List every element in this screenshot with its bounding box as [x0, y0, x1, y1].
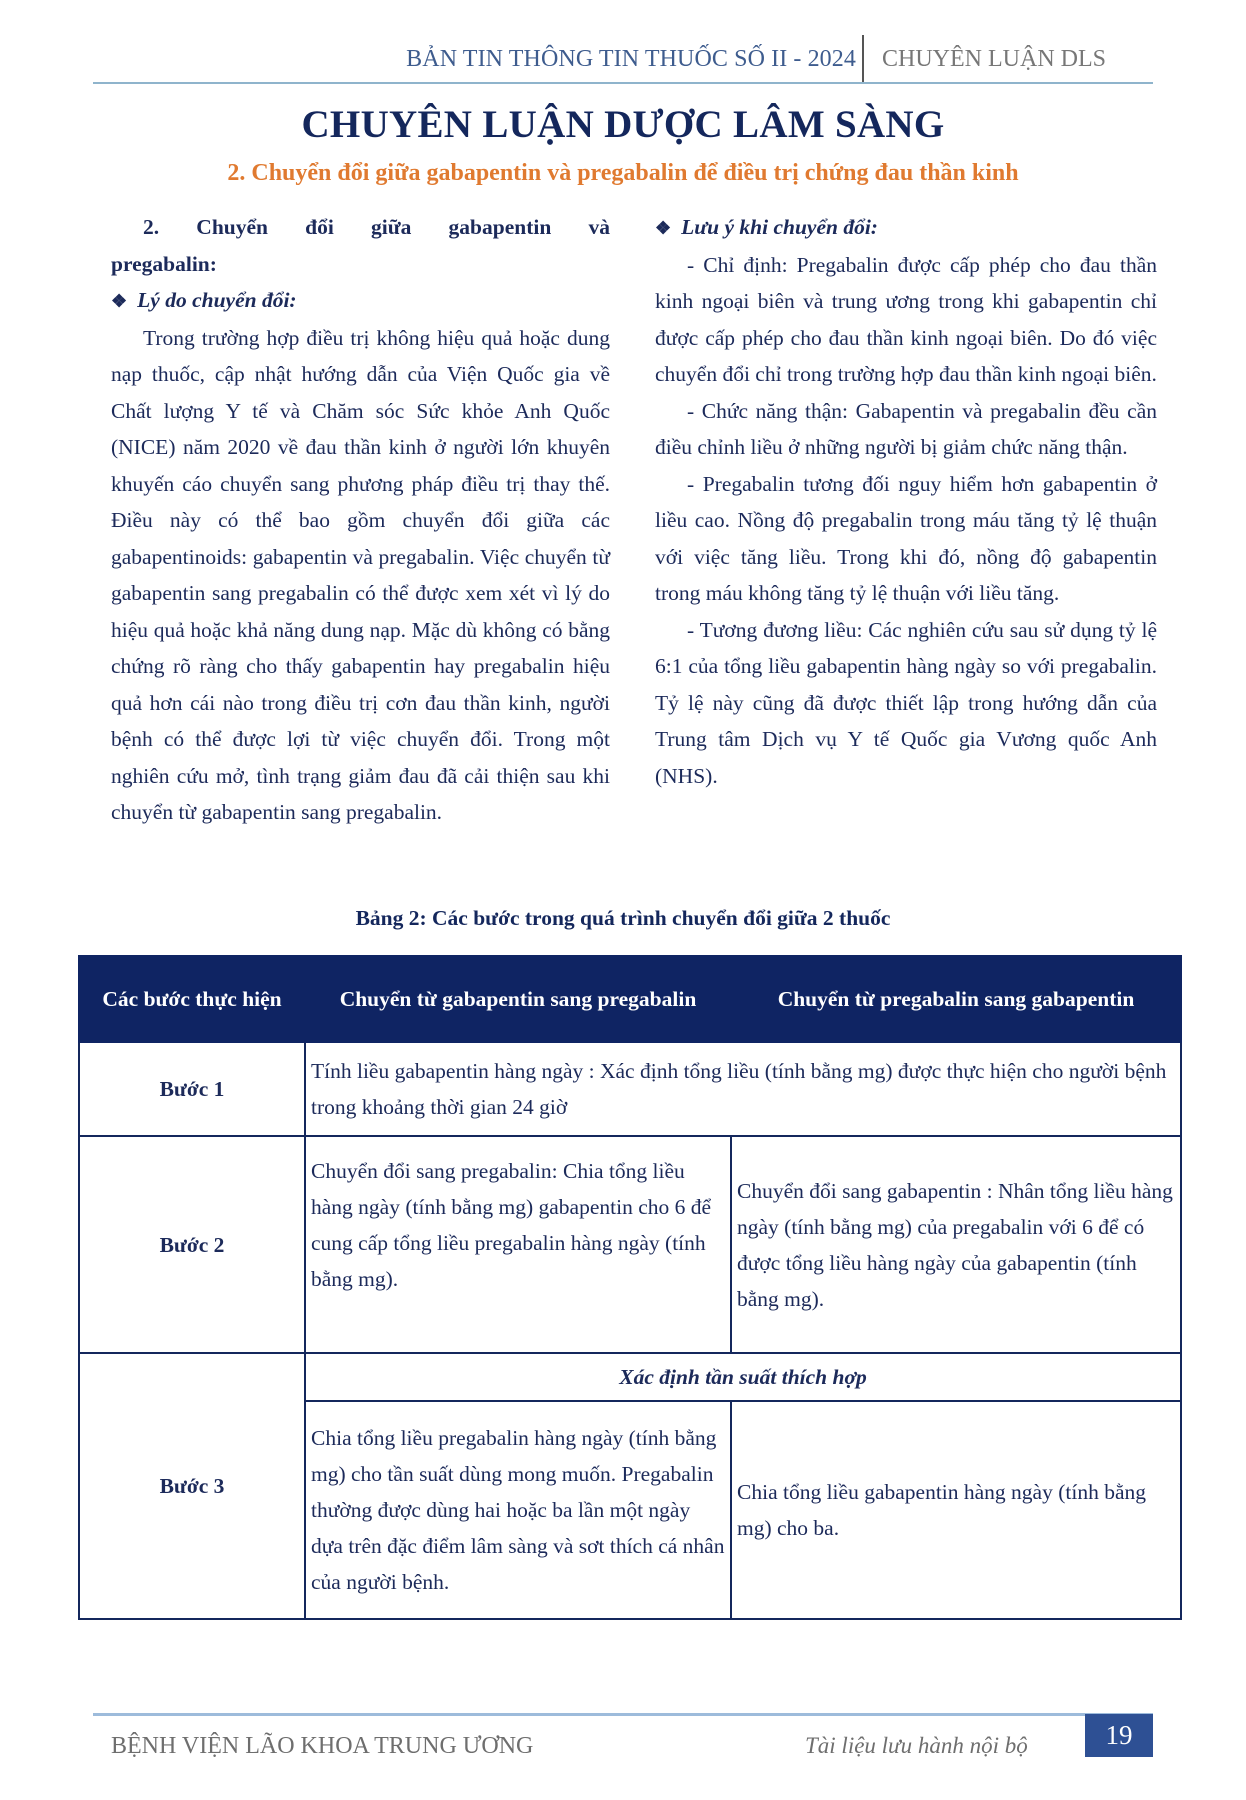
table-row: [79, 1353, 1181, 1401]
table-header-row: [79, 956, 1181, 1042]
note-indication: - Chỉ định: Pregabalin được cấp phép cho đau thần kinh ngoại biên và trung ương trong khi gabapentin chỉ được cấp phép cho đau thần kinh ngoại biên. Do đó việc chuyển đổi chỉ trong trường hợp đau thần kinh ngoại biên.: [655, 252, 1157, 386]
page-title: CHUYÊN LUẬN DƯỢC LÂM SÀNG: [301, 103, 945, 146]
section-heading-line2: pregabalin:: [111, 251, 217, 276]
step3-gaba-to-pregab: Chia tổng liều pregabalin hàng ngày (tính bằng mg) cho tần suất dùng mong muốn. Pregabalin thường được dùng hai hoặc ba lần một ngày dựa trên đặc điểm lâm sàng và sơt thích cá nhân của người bệnh.: [305, 1401, 731, 1619]
footer-rule: [93, 1713, 1153, 1716]
step3-subheader: Xác định tần suất thích hợp: [305, 1353, 1181, 1401]
diamond-bullet-icon: ❖: [111, 291, 128, 311]
table-row: [79, 1042, 1181, 1136]
left-column: [111, 209, 610, 831]
right-column: [655, 209, 1157, 794]
step3-pregab-to-gaba: Chia tổng liều gabapentin hàng ngày (tính bằng mg) cho ba.: [731, 1401, 1181, 1619]
reason-subheading-text: Lý do chuyển đổi:: [137, 288, 297, 312]
internal-document-note: Tài liệu lưu hành nội bộ: [805, 1733, 1028, 1758]
reason-paragraph: Trong trường hợp điều trị không hiệu quả hoặc dung nạp thuốc, cập nhật hướng dẫn của Viện Quốc gia về Chất lượng Y tế và Chăm sóc Sức khỏe Anh Quốc (NICE) năm 2020 về đau thần kinh ở người lớn khuyên khuyến cáo chuyển sang phương pháp điều trị thay thế. Điều này có thể bao gồm chuyển đổi giữa các gabapentinoids: gabapentin và pregabalin. Việc chuyển từ gabapentin sang pregabalin có thể được xem xét vì lý do hiệu quả hoặc khả năng dung nạp. Mặc dù không có bằng chứng rõ ràng cho thấy gabapentin hay pregabalin hiệu quả hơn cái nào trong điều trị cơn đau thần kinh, người bệnh có thể được lợi từ việc chuyển đổi. Trong một nghiên cứu mở, tình trạng giảm đau đã cải thiện sau khi chuyển từ gabapentin sang pregabalin.: [111, 325, 610, 824]
step2-gaba-to-pregab: Chuyển đổi sang pregabalin: Chia tổng liều hàng ngày (tính bằng mg) gabapentin cho 6 để cung cấp tổng liều pregabalin hàng ngày (tính bằng mg).: [305, 1136, 731, 1353]
reason-subheading: [111, 282, 610, 320]
step2-pregab-to-gaba: Chuyển đổi sang gabapentin : Nhân tổng liều hàng ngày (tính bằng mg) của pregabalin với 6 để có được tổng liều hàng ngày của gabapentin (tính bằng mg).: [731, 1136, 1181, 1353]
step2-label: Bước 2: [79, 1136, 305, 1353]
header-steps: Các bước thực hiện: [79, 956, 305, 1042]
note-renal: - Chức năng thận: Gabapentin và pregabalin đều cần điều chỉnh liều ở những người bị giảm chức năng thận.: [655, 398, 1157, 459]
page-subtitle: 2. Chuyển đổi giữa gabapentin và pregabalin để điều trị chứng đau thần kinh: [227, 160, 1019, 186]
header-separator: [862, 35, 864, 83]
diamond-bullet-icon: ❖: [655, 218, 672, 238]
table-caption: Bảng 2: Các bước trong quá trình chuyển đổi giữa 2 thuốc: [355, 906, 891, 930]
hospital-name: BỆNH VIỆN LÃO KHOA TRUNG ƯƠNG: [111, 1733, 534, 1759]
header-gaba-to-pregab: Chuyển từ gabapentin sang pregabalin: [305, 956, 731, 1042]
bulletin-title: BẢN TIN THÔNG TIN THUỐC SỐ II - 2024: [406, 46, 856, 72]
header-pregab-to-gaba: Chuyển từ pregabalin sang gabapentin: [731, 956, 1181, 1042]
step1-text: Tính liều gabapentin hàng ngày : Xác định tổng liều (tính bằng mg) được thực hiện cho người bệnh trong khoảng thời gian 24 giờ: [305, 1042, 1181, 1136]
notes-subheading: [655, 209, 1157, 247]
notes-subheading-text: Lưu ý khi chuyển đổi:: [681, 215, 878, 239]
note-dose-equivalence: - Tương đương liều: Các nghiên cứu sau sử dụng tỷ lệ 6:1 của tổng liều gabapentin hàng ngày so với pregabalin. Tỷ lệ này cũng đã được thiết lập trong hướng dẫn của Trung tâm Dịch vụ Y tế Quốc gia Vương quốc Anh (NHS).: [655, 617, 1157, 788]
header-rule: [93, 82, 1153, 84]
conversion-steps-table: [78, 955, 1182, 1620]
section-heading-line1: 2. Chuyển đổi giữa gabapentin và: [143, 215, 610, 239]
step3-label: Bước 3: [79, 1353, 305, 1619]
step1-label: Bước 1: [79, 1042, 305, 1136]
note-safety: - Pregabalin tương đối nguy hiểm hơn gabapentin ở liều cao. Nồng độ pregabalin trong máu tăng tỷ lệ thuận với việc tăng liều. Trong khi đó, nồng độ gabapentin trong máu không tăng tỷ lệ thuận với liều tăng.: [655, 471, 1157, 605]
table-row: [79, 1136, 1181, 1353]
page-number: 19: [1085, 1714, 1153, 1757]
section-label: CHUYÊN LUẬN DLS: [882, 46, 1106, 72]
